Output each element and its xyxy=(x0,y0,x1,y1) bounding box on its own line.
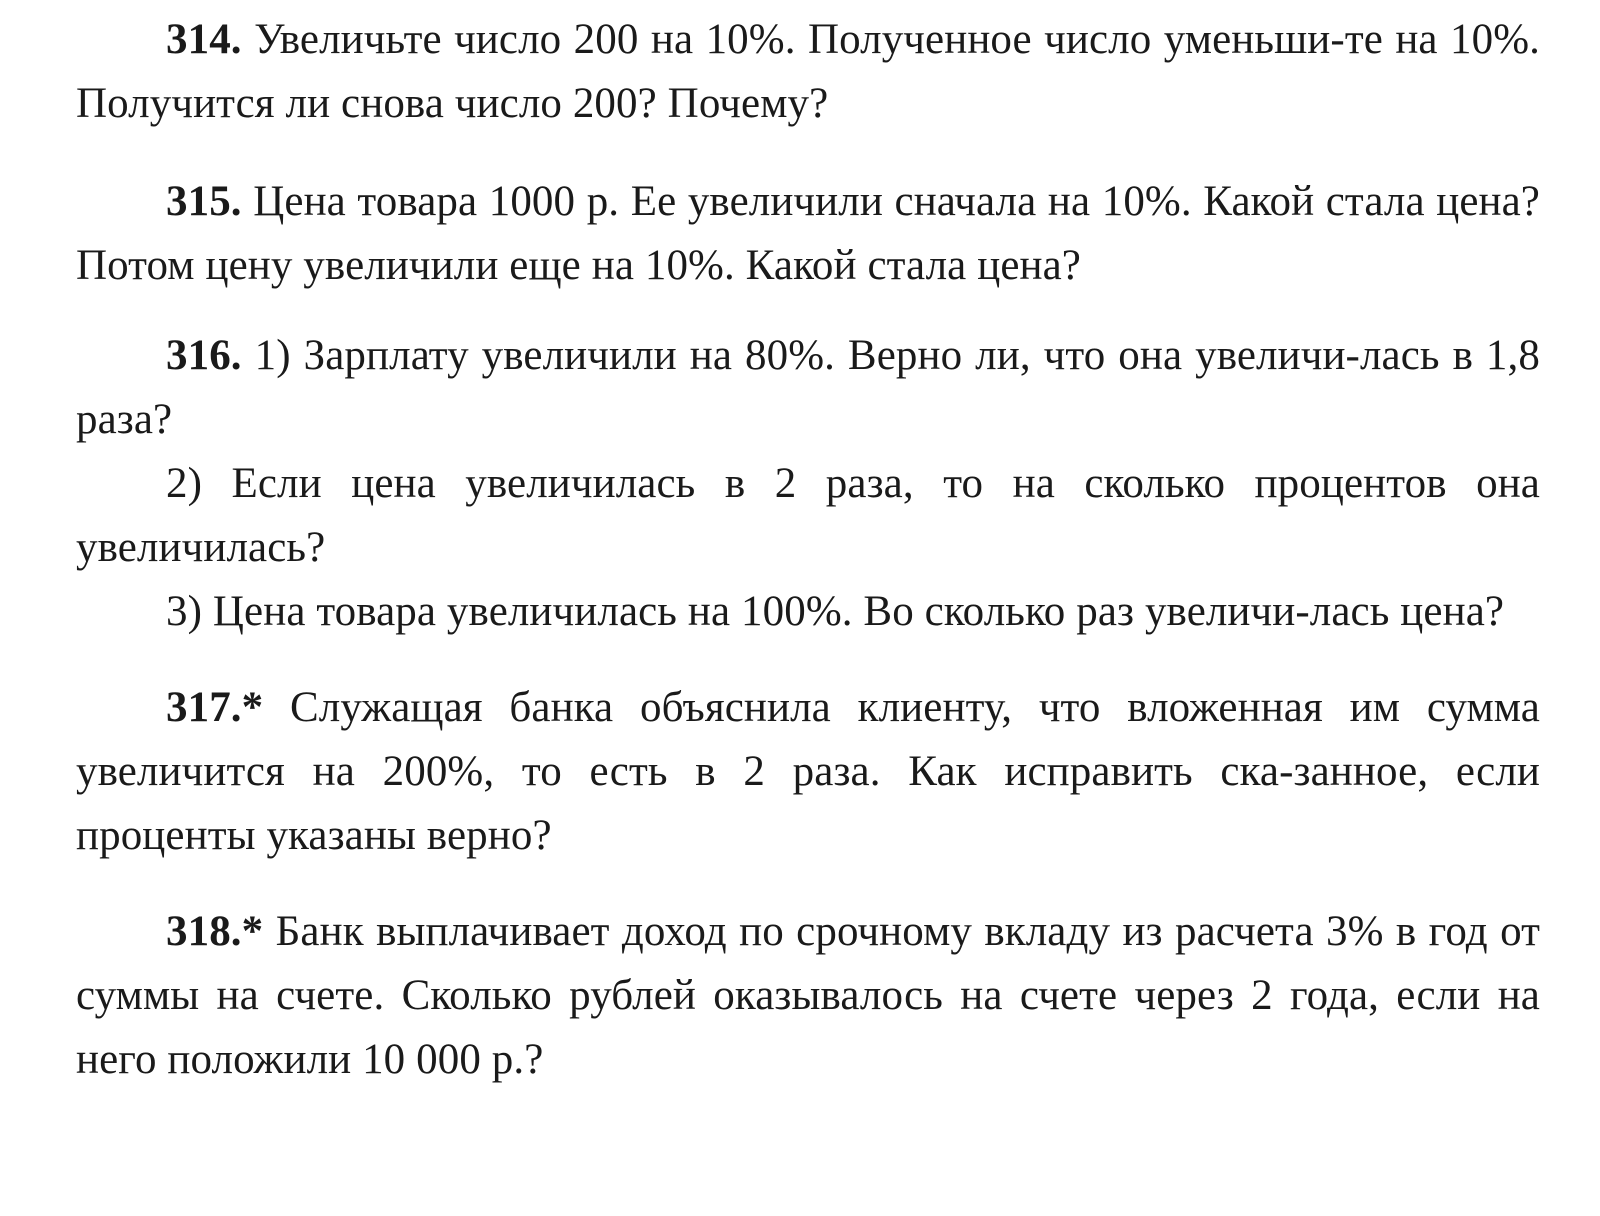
problem-paragraph xyxy=(76,8,1540,136)
problem-paragraph xyxy=(76,900,1540,1092)
problem-text: Служащая банка объяснила клиенту, что вложенная им сумма увеличится на 200%, то есть в 2 раза. Как исправить ска-занное, если проценты указаны верно? xyxy=(76,684,1540,859)
problem-paragraph xyxy=(76,170,1540,298)
problem-text: 1) Зарплату увеличили на 80%. Верно ли, что она увеличи-лась в 1,8 раза? xyxy=(76,332,1540,443)
problem-318 xyxy=(76,900,1540,1092)
problem-paragraph xyxy=(76,324,1540,452)
problem-number: 315. xyxy=(166,178,242,225)
problem-number: 317.* xyxy=(166,684,264,731)
problem-314 xyxy=(76,8,1540,136)
problem-number: 316. xyxy=(166,332,242,379)
problem-subparagraph: 3) Цена товара увеличилась на 100%. Во сколько раз увеличи-лась цена? xyxy=(166,588,1505,635)
problem-text: Увеличьте число 200 на 10%. Полученное число уменьши-те на 10%. Получится ли снова число 200? Почему? xyxy=(76,16,1540,127)
problem-text: Цена товара 1000 р. Ее увеличили сначала на 10%. Какой стала цена? Потом цену увеличили еще на 10%. Какой стала цена? xyxy=(76,178,1540,289)
problem-315 xyxy=(76,170,1540,298)
problem-subparagraph: 2) Если цена увеличилась в 2 раза, то на сколько процентов она увеличилась? xyxy=(76,460,1540,571)
problem-316 xyxy=(76,324,1540,644)
problem-number: 314. xyxy=(166,16,242,63)
textbook-page xyxy=(76,8,1540,1092)
problem-paragraph xyxy=(76,676,1540,868)
problem-317 xyxy=(76,676,1540,868)
problem-text: Банк выплачивает доход по срочному вкладу из расчета 3% в год от суммы на счете. Сколько рублей оказывалось на счете через 2 года, если на него положили 10 000 р.? xyxy=(76,908,1540,1083)
problem-number: 318.* xyxy=(166,908,264,955)
